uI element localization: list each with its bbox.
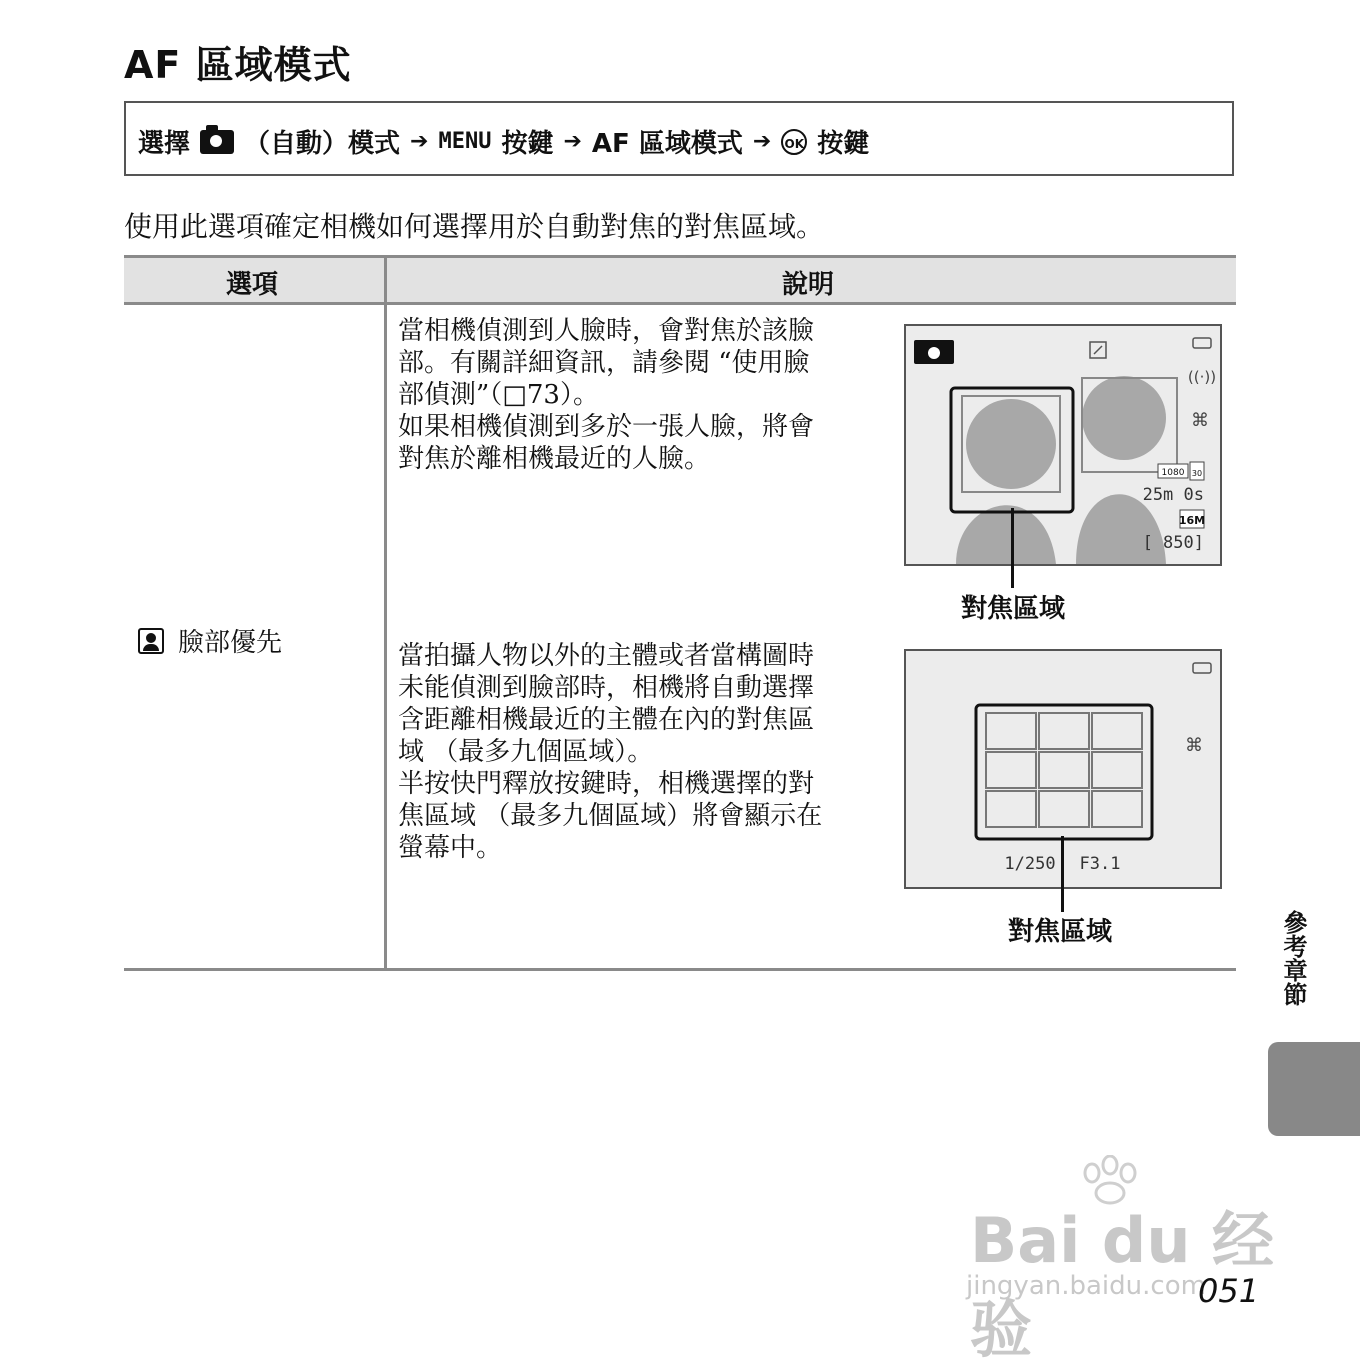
intro-text: 使用此選項確定相機如何選擇用於自動對焦的對焦區域。	[124, 210, 825, 243]
desc-line: 含距離相機最近的主體在內的對焦區	[398, 705, 815, 735]
desc-line: 螢幕中。	[398, 833, 503, 863]
focus-area-grid	[986, 713, 1142, 827]
arrow-icon: ➔	[752, 129, 772, 154]
camera-screen-face	[904, 324, 1222, 566]
header-description: 說明	[782, 270, 835, 300]
desc-line: 如果相機偵測到多於一張人臉，將會	[398, 412, 815, 442]
shutter-speed: 1/250	[1004, 854, 1056, 874]
person-left-head	[966, 399, 1056, 489]
option-label: 臉部優先	[178, 628, 283, 658]
desc-line: 對焦於離相機最近的人臉。	[398, 444, 711, 474]
camera-icon	[200, 130, 234, 154]
image-size-text: 16M	[1178, 514, 1206, 527]
table-bottom-rule	[124, 968, 1236, 971]
menu-button-label: MENU	[438, 129, 492, 154]
table-header	[124, 258, 1236, 305]
menu-path	[138, 123, 869, 160]
desc-line: 當拍攝人物以外的主體或者當構圖時	[398, 641, 815, 671]
movie-size-text: 1080	[1161, 468, 1185, 478]
motion-icon: ⌘	[1185, 735, 1203, 756]
desc-line: 當相機偵測到人臉時，會對焦於該臉	[398, 316, 815, 346]
ok-button-icon: OK	[781, 129, 807, 155]
battery-icon	[1193, 338, 1211, 348]
battery-icon	[1193, 663, 1211, 673]
header-option: 選項	[226, 270, 279, 300]
menu-path-key: 按鍵	[501, 129, 554, 159]
menu-path-box	[124, 101, 1234, 176]
focus-area-label: 對焦區域	[961, 594, 1066, 624]
chapter-tab	[1268, 1042, 1360, 1136]
fps-text: 30	[1191, 469, 1203, 478]
page-number: 051	[1198, 1272, 1260, 1310]
watermark-brand: Bai du 经验	[970, 1204, 1275, 1366]
desc-line: 部偵測”（□73）。	[398, 380, 599, 410]
desc-line: 焦區域 （最多九個區域）將會顯示在	[398, 801, 823, 831]
desc-line: 半按快門釋放按鍵時，相機選擇的對	[398, 769, 815, 799]
aperture-value: F3.1	[1079, 854, 1121, 874]
page-title: AF 區域模式	[124, 43, 352, 87]
menu-path-key-end: 按鍵	[817, 129, 870, 159]
description-no-face	[398, 640, 868, 864]
person-right-head	[1082, 376, 1166, 460]
screen-illustration	[906, 326, 1220, 564]
menu-path-af-mode: AF 區域模式	[591, 129, 743, 159]
description-face-detected	[398, 315, 868, 475]
menu-path-prefix: 選擇	[138, 129, 191, 159]
watermark-url: jingyan.baidu.com	[966, 1271, 1206, 1301]
chapter-side-label: 參考章節	[1279, 910, 1307, 1006]
vr-icon: ((·))	[1187, 368, 1217, 386]
focus-area-pointer-line	[1061, 836, 1064, 912]
desc-line: 未能偵測到臉部時，相機將自動選擇	[398, 673, 815, 703]
option-face-priority	[138, 622, 282, 659]
arrow-icon: ➔	[563, 129, 582, 154]
exposures-remaining: [ 850]	[1142, 533, 1204, 553]
focus-area-pointer-line	[1011, 508, 1014, 588]
desc-line: 部。有關詳細資訊，請參閱 “使用臉	[398, 348, 810, 378]
desc-line: 域 （最多九個區域）。	[398, 737, 654, 767]
arrow-icon: ➔	[410, 129, 429, 154]
face-priority-icon	[138, 628, 164, 654]
focus-area-label: 對焦區域	[1008, 917, 1113, 947]
movie-time-remaining: 25m 0s	[1142, 485, 1204, 505]
focus-area-frame	[976, 705, 1152, 839]
person-left-body	[956, 505, 1056, 564]
column-divider	[384, 255, 387, 971]
menu-path-mode: （自動）模式	[244, 129, 401, 159]
motion-icon: ⌘	[1191, 410, 1209, 431]
